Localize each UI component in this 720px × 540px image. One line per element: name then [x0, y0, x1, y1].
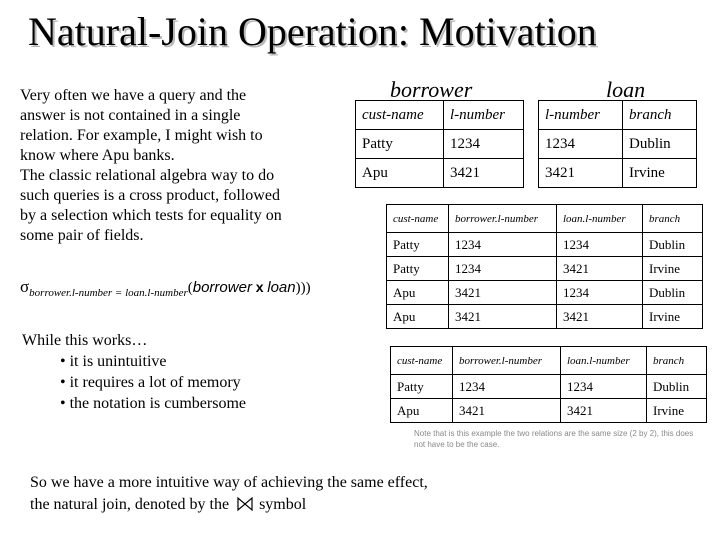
caveat-item: • it requires a lot of memory — [60, 374, 241, 391]
table-cell: 1234 — [557, 233, 643, 257]
table-cell: 1234 — [557, 281, 643, 305]
table-cell: Patty — [387, 233, 449, 257]
table-cell: Irvine — [643, 257, 703, 281]
selection-condition: borrower.l-number = loan.l-number — [29, 287, 188, 299]
table-cell: 1234 — [453, 375, 561, 399]
table-cell: Patty — [387, 257, 449, 281]
table-row — [539, 159, 697, 188]
table-cell: 3421 — [444, 159, 524, 188]
intro-line: know where Apu banks. — [20, 147, 175, 164]
intro-line: relation. For example, I might wish to — [20, 127, 263, 144]
intro-line: by a selection which tests for equality on — [20, 207, 282, 224]
table-row — [356, 159, 524, 188]
column-header: loan.l-number — [557, 205, 643, 233]
loan-table — [538, 100, 697, 188]
intro-line: The classic relational algebra way to do — [20, 167, 275, 184]
table-cell: Dublin — [643, 233, 703, 257]
open-paren: ( — [187, 280, 193, 296]
table-header-row — [356, 101, 524, 130]
borrower-table-name: borrower — [390, 77, 473, 102]
outro-line — [30, 494, 428, 516]
sigma-symbol: σ — [20, 277, 30, 296]
column-header: cust-name — [391, 347, 453, 375]
relation-loan: loan — [267, 279, 296, 296]
natural-join-icon — [235, 496, 255, 512]
table-cell: 3421 — [453, 399, 561, 423]
close-parens: ))) — [295, 280, 311, 296]
intro-line: answer is not contained in a single — [20, 107, 241, 124]
outro-line-end: symbol — [259, 496, 307, 513]
table-cell: 1234 — [449, 257, 557, 281]
column-header: borrower.l-number — [449, 205, 557, 233]
table-header-row — [539, 101, 697, 130]
caveat-item: • the notation is cumbersome — [60, 395, 247, 412]
borrower-table — [355, 100, 524, 188]
table-cell: 1234 — [561, 375, 647, 399]
table-cell: 3421 — [561, 399, 647, 423]
table-cell: Dublin — [647, 375, 707, 399]
column-header: cust-name — [387, 205, 449, 233]
column-header: branch — [643, 205, 703, 233]
table-cell: 1234 — [449, 233, 557, 257]
table-cell: 3421 — [539, 159, 623, 188]
table-row — [387, 257, 703, 281]
table-cell: 3421 — [449, 281, 557, 305]
table-header-row — [387, 205, 703, 233]
column-header: l-number — [444, 101, 524, 130]
table-row — [356, 130, 524, 159]
outro-line-start: the natural join, denoted by the — [30, 496, 230, 513]
caveats-lead: While this works… — [22, 332, 148, 349]
column-header: branch — [647, 347, 707, 375]
table-row — [391, 375, 707, 399]
column-header: branch — [623, 101, 697, 130]
table-cell: 3421 — [557, 257, 643, 281]
table-cell: Irvine — [623, 159, 697, 188]
table-cell: Patty — [391, 375, 453, 399]
table-row — [387, 305, 703, 329]
table-cell: Dublin — [623, 130, 697, 159]
table-cell: 1234 — [444, 130, 524, 159]
cross-product-table — [386, 204, 703, 329]
table-header-row — [391, 347, 707, 375]
outro-line: So we have a more intuitive way of achieving the same effect, — [30, 474, 428, 491]
column-header: borrower.l-number — [453, 347, 561, 375]
column-header: cust-name — [356, 101, 444, 130]
table-cell: Apu — [387, 281, 449, 305]
table-cell: Apu — [356, 159, 444, 188]
table-row — [387, 281, 703, 305]
table-cell: Irvine — [647, 399, 707, 423]
selection-expression — [20, 277, 311, 299]
intro-paragraph — [20, 86, 340, 246]
table-row — [539, 130, 697, 159]
table-cell: Apu — [391, 399, 453, 423]
intro-line: Very often we have a query and the — [20, 87, 247, 104]
caveat-item: • it is unintuitive — [60, 353, 167, 370]
column-header: l-number — [539, 101, 623, 130]
footnote: Note that is this example the two relations are the same size (2 by 2), this does not have to be the case. — [414, 429, 694, 449]
table-row — [391, 399, 707, 423]
slide-title: Natural-Join Operation: Motivation — [28, 9, 597, 54]
selection-result-table — [390, 346, 707, 423]
outro-text — [30, 472, 428, 516]
caveats-block — [22, 330, 246, 414]
intro-line: some pair of fields. — [20, 227, 144, 244]
table-cell: 3421 — [449, 305, 557, 329]
table-cell: 3421 — [557, 305, 643, 329]
relation-borrower: borrower — [192, 279, 252, 296]
table-cell: Apu — [387, 305, 449, 329]
table-cell: Dublin — [643, 281, 703, 305]
table-cell: Irvine — [643, 305, 703, 329]
table-cell: Patty — [356, 130, 444, 159]
intro-line: such queries is a cross product, followed — [20, 187, 280, 204]
column-header: loan.l-number — [561, 347, 647, 375]
loan-table-name: loan — [606, 77, 646, 102]
cross-product-symbol: x — [255, 279, 264, 295]
table-cell: 1234 — [539, 130, 623, 159]
table-row — [387, 233, 703, 257]
